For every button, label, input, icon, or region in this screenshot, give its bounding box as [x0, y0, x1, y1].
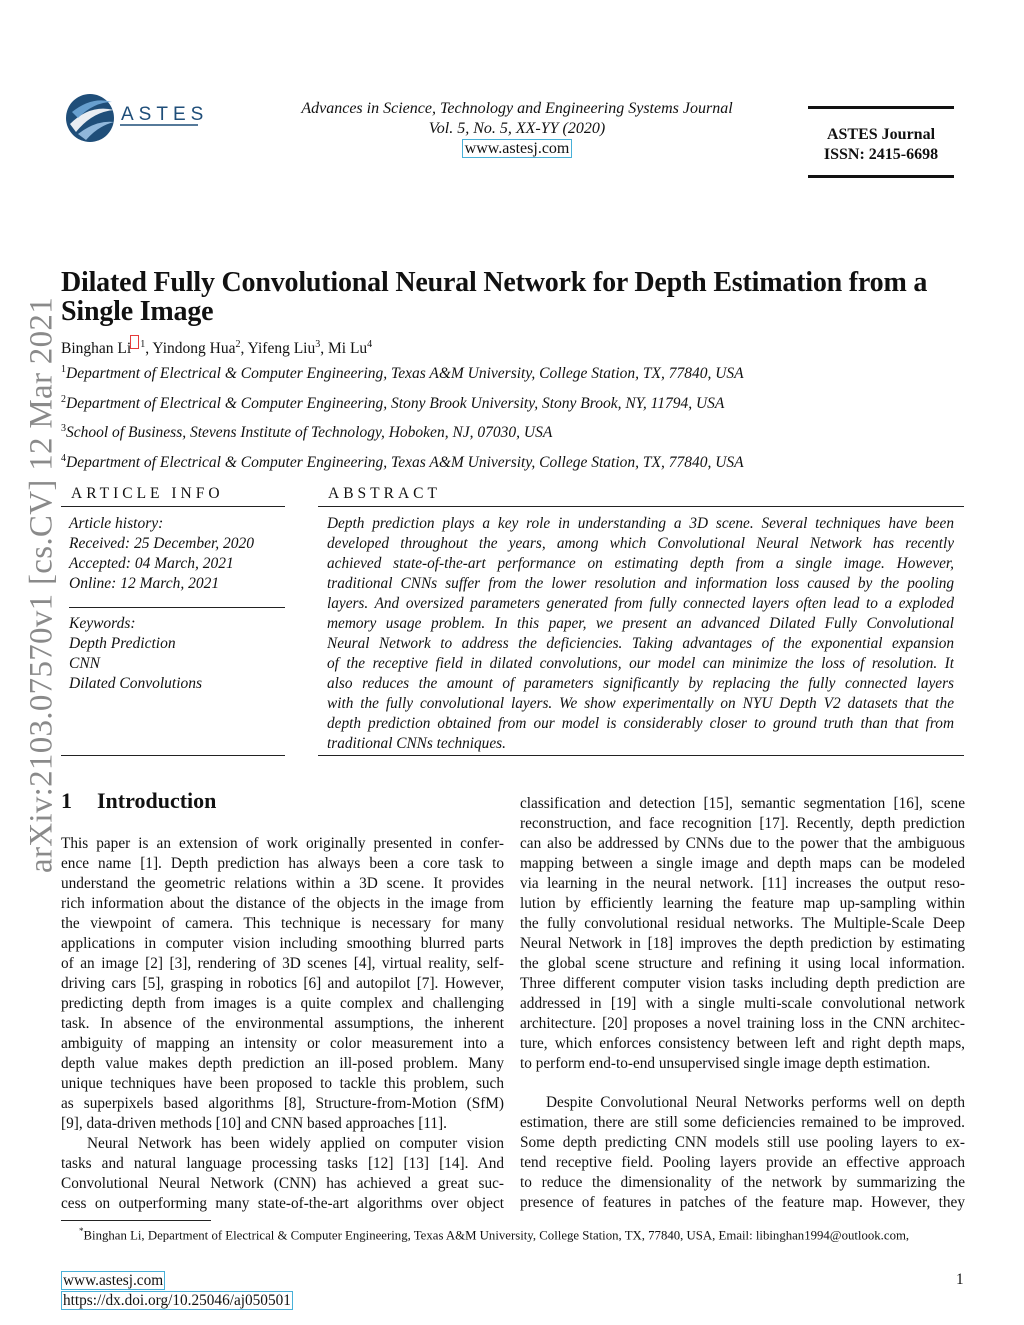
- abstract-heading: ABSTRACT: [328, 485, 441, 502]
- abstract-line: with the fully convolutional layers. We show experimentally on NYU Depth V2 datasets that the: [327, 695, 954, 712]
- body-line: the viewpoint of camera. This technique is necessary for many: [61, 915, 504, 932]
- abstract-line: achieved state-of-the-art performance on estimating depth from a single image. However,: [327, 555, 954, 572]
- keywords-label: Keywords:: [69, 615, 136, 632]
- keyword: CNN: [69, 655, 101, 672]
- body-line: Convolutional Neural Network (CNN) has achieved a great suc-: [61, 1175, 504, 1192]
- body-line: Some depth predicting CNN models still use pooling layers to ex-: [520, 1134, 965, 1151]
- affiliation-text: Department of Electrical & Computer Engineering, Texas A&M University, College Station, TX, 77840, USA: [66, 365, 744, 383]
- body-line: mapping between a single image and depth maps can be modeled: [520, 855, 965, 872]
- affiliation-sup: 3: [61, 423, 66, 434]
- online-date: Online: 12 March, 2021: [69, 575, 220, 592]
- affiliation: [61, 453, 744, 472]
- keyword: Dilated Convolutions: [69, 675, 203, 692]
- body-line: [9], data-driven methods [10] and CNN based approaches [11].: [61, 1115, 447, 1132]
- body-line: Despite Convolutional Neural Networks performs well on depth: [546, 1094, 965, 1111]
- affiliation-text: Department of Electrical & Computer Engineering, Texas A&M University, College Station, TX, 77840, USA: [66, 454, 744, 472]
- affiliation-text: Department of Electrical & Computer Engineering, Stony Brook University, Stony Brook, NY, 11794, USA: [66, 395, 725, 413]
- author-list: [61, 335, 372, 358]
- body-line: addressed in [19] with a single multi-scale convolutional network: [520, 995, 965, 1012]
- affiliation-sup: 4: [61, 453, 66, 464]
- divider: [318, 506, 964, 507]
- body-line: the fully convolutional residual networks. The Multiple-Scale Deep: [520, 915, 965, 932]
- body-line: driving cars [5], grasping in robotics [6] and autopilot [7]. However,: [61, 975, 504, 992]
- body-line: estimation, there are still some deficiencies remained to be improved.: [520, 1114, 965, 1131]
- history-label: Article history:: [69, 515, 164, 532]
- keywords-block: [69, 614, 202, 694]
- author-name: , Yifeng Liu: [240, 340, 316, 357]
- journal-name: Advances in Science, Technology and Engineering Systems Journal: [301, 100, 733, 117]
- body-line: Neural Network in [18] improves the depth prediction by estimating: [520, 935, 965, 952]
- divider: [69, 607, 285, 608]
- abstract-line: layers. And oversized parameters generated from fully connected layers often lead to a exploded: [327, 595, 954, 612]
- author-affil-sup: 3: [315, 338, 321, 350]
- body-line: ambiguity of mapping an intensity or color measurement into a: [61, 1035, 504, 1052]
- footer-url-link[interactable]: www.astesj.com: [63, 1272, 164, 1289]
- title-line: Single Image: [61, 296, 214, 327]
- abstract-text: [327, 514, 954, 754]
- body-line: ture, which enforces consistency between left and right depth maps,: [520, 1035, 965, 1052]
- body-line: This paper is an extension of work originally presented in confer-: [61, 835, 504, 852]
- affiliation-text: School of Business, Stevens Institute of Technology, Hoboken, NJ, 07030, USA: [66, 424, 553, 442]
- divider: [61, 755, 285, 756]
- issn-journal: ASTES Journal: [826, 126, 936, 143]
- footer-doi-link[interactable]: https://dx.doi.org/10.25046/aj050501: [63, 1292, 291, 1309]
- left-column: [61, 834, 504, 1214]
- arxiv-stamp: arXiv:2103.07570v1 [cs.CV] 12 Mar 2021: [23, 297, 60, 873]
- author-affil-sup: 2: [235, 338, 241, 350]
- received-date: Received: 25 December, 2020: [69, 535, 255, 552]
- abstract-line: of the receptive field in dilated convolutions, our model can minimize the loss of resolution. It: [327, 655, 954, 672]
- right-column-p2: [520, 1093, 965, 1213]
- body-line: of an image [2] [3], rendering of 3D scenes [4], virtual reality, self-: [61, 955, 504, 972]
- issn-number: ISSN: 2415-6698: [823, 146, 939, 163]
- footnote-link[interactable]: [130, 335, 139, 349]
- section-title: Introduction: [97, 788, 217, 813]
- body-line: presence of features in patches of the feature map. However, they: [520, 1194, 965, 1211]
- body-line: rich information about the distance of the objects in the image from: [61, 895, 504, 912]
- logo-text: ASTES: [121, 104, 209, 125]
- body-line: understand the geometric relations within a 3D scene. It provides: [61, 875, 504, 892]
- body-line: reconstruction, and face recognition [17]. Recently, depth prediction: [520, 815, 965, 832]
- body-line: unique techniques have been proposed to tackle this problem, such: [61, 1075, 504, 1092]
- footnote-rule: [61, 1220, 211, 1221]
- body-line: the global scene structure and refining it using local information.: [520, 955, 965, 972]
- body-line: Neural Network has been widely applied on computer vision: [87, 1135, 504, 1152]
- affiliation: [61, 394, 724, 413]
- body-line: can also be addressed by CNNs due to the power that the ambiguous: [520, 835, 965, 852]
- affiliation: [61, 423, 552, 442]
- author-affil-sup: 4: [367, 338, 373, 350]
- article-history: [69, 514, 254, 594]
- affiliation-sup: 2: [61, 394, 66, 405]
- author-affil-sup: 1: [140, 338, 146, 350]
- section-heading: [61, 788, 216, 814]
- body-line: task. In absence of the environmental assumptions, the inherent: [61, 1015, 504, 1032]
- author-name: , Yindong Hua: [145, 340, 236, 357]
- article-info-heading: ARTICLE INFO: [71, 485, 224, 502]
- footnote-text: Binghan Li, Department of Electrical & Computer Engineering, Texas A&M University, College Station, TX, 77840, USA, Email: libinghan1994@outlook.com,: [83, 1228, 910, 1243]
- body-line: depth value makes depth prediction an ill-posed problem. Many: [61, 1055, 504, 1072]
- journal-header: [262, 99, 772, 159]
- section-number: 1: [61, 788, 72, 813]
- body-line: architecture. [20] proposes a novel training loss in the CNN architec-: [520, 1015, 965, 1032]
- abstract-line: Depth prediction plays a key role in understanding a 3D scene. Several techniques have been: [327, 515, 954, 532]
- journal-volume: Vol. 5, No. 5, XX-YY (2020): [428, 120, 606, 137]
- body-line: to perform end-to-end unsupervised single image depth estimation.: [520, 1055, 931, 1072]
- divider: [61, 506, 285, 507]
- body-line: cess on outperforming many state-of-the-art algorithms over object: [61, 1195, 504, 1212]
- abstract-line: memory usage problem. In this paper, we present an advanced Dilated Fully Convolutional: [327, 615, 954, 632]
- affiliation: [61, 364, 744, 383]
- body-line: tend receptive field. Pooling layers provide an effective approach: [520, 1154, 965, 1171]
- abstract-line: depth prediction obtained from our model is considerably closer to ground truth than that from: [327, 715, 954, 732]
- right-column: [520, 794, 965, 1074]
- body-line: predicting depth from images is a quite complex and challenging: [61, 995, 504, 1012]
- footnote: [79, 1226, 959, 1243]
- body-line: ence name [1]. Depth prediction has always been a core task to: [61, 855, 504, 872]
- affiliation-sup: 1: [61, 364, 66, 375]
- abstract-line: traditional CNNs suffer from the lower resolution and information loss caused by the pooling: [327, 575, 954, 592]
- abstract-line: also reduces the amount of parameters significantly by replacing the fully connected layers: [327, 675, 954, 692]
- footnote-mark: *: [79, 1226, 84, 1236]
- body-line: Three different computer vision tasks including depth prediction are: [520, 975, 965, 992]
- divider: [318, 755, 964, 756]
- paper-title: [61, 268, 971, 326]
- body-line: as superpixels based algorithms [8], Structure-from-Motion (SfM): [61, 1095, 504, 1112]
- author-name: , Mi Lu: [320, 340, 368, 357]
- author-name: Binghan Li: [61, 340, 132, 357]
- body-line: classification and detection [15], semantic segmentation [16], scene: [520, 795, 965, 812]
- body-line: to reduce the dimensionality of the network by summarizing the: [520, 1174, 965, 1191]
- body-line: tasks and natural language processing tasks [12] [13] [14]. And: [61, 1155, 504, 1172]
- body-line: lution by efficiently learning the feature map up-sampling within: [520, 895, 965, 912]
- keyword: Depth Prediction: [69, 635, 176, 652]
- title-line: Dilated Fully Convolutional Neural Network for Depth Estimation from a: [61, 267, 928, 298]
- page-number: 1: [956, 1271, 964, 1288]
- abstract-line: traditional CNNs techniques.: [327, 735, 506, 752]
- journal-url-link[interactable]: www.astesj.com: [462, 139, 573, 158]
- abstract-line: Neural Network to address the deficiencies. Taking advantages of the exponential expansion: [327, 635, 954, 652]
- body-line: via learning in the neural network. [11] increases the output reso-: [520, 875, 965, 892]
- body-line: applications in computer vision including smoothing blurred parts: [61, 935, 504, 952]
- accepted-date: Accepted: 04 March, 2021: [69, 555, 234, 572]
- issn-box: [808, 106, 954, 178]
- abstract-line: developed throughout the years, among which Convolutional Neural Network has recently: [327, 535, 954, 552]
